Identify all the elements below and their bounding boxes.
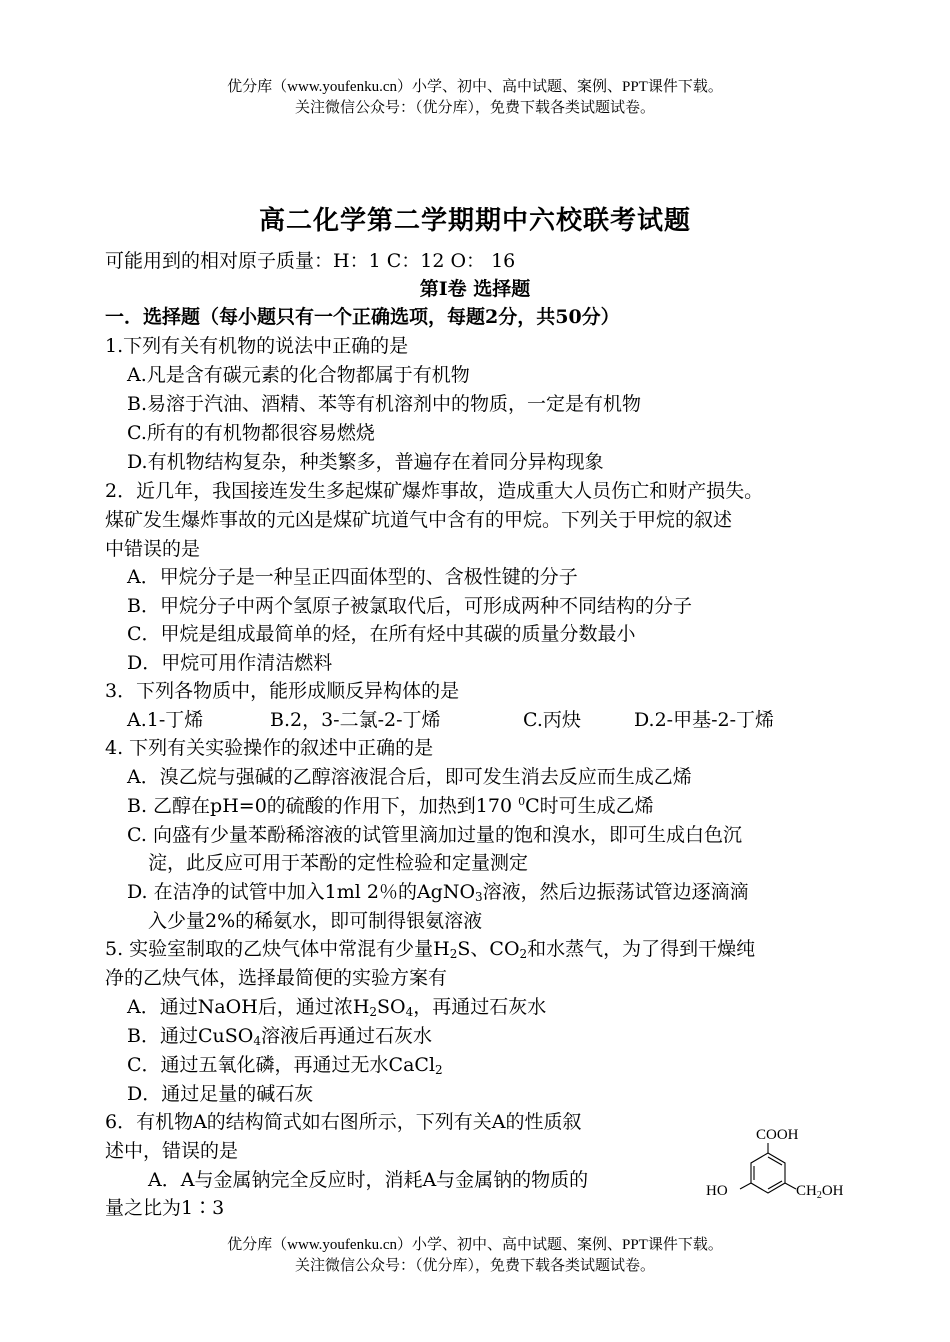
q4-b-degree: 0 [518, 795, 526, 808]
q4-stem: 4. 下列有关实验操作的叙述中正确的是 [105, 737, 434, 759]
q5-option-b [127, 1023, 432, 1049]
q5-stem-text-1: 5. 实验室制取的乙炔气体中常混有少量H [105, 938, 450, 960]
q5-a-text-1: A．通过NaOH后，通过浓H [127, 996, 370, 1018]
q5-b-text-2: 溶液后再通过石灰水 [260, 1025, 432, 1047]
q4-option-c-line2: 淀，此反应可用于苯酚的定性检验和定量测定 [148, 852, 529, 874]
q2-option-d: D．甲烷可用作清洁燃料 [127, 652, 333, 674]
q2-stem-line2: 煤矿发生爆炸事故的元凶是煤矿坑道气中含有的甲烷。下列关于甲烷的叙述 [105, 509, 733, 531]
bond-ch2oh [785, 1183, 796, 1189]
q4-option-d-line2: 入少量2%的稀氨水，即可制得银氨溶液 [148, 910, 483, 932]
q5-stem-text-3: 和水蒸气，为了得到干燥纯 [527, 938, 756, 960]
q4-b-text-1: B. 乙醇在pH=0的硫酸的作用下，加热到170 [127, 795, 519, 817]
section-title: 第Ⅰ卷 选择题 [419, 278, 531, 300]
q5-b-text-1: B．通过CuSO [127, 1025, 254, 1047]
q1-option-c: C.所有的有机物都很容易燃烧 [127, 422, 375, 444]
q3-option-c: C.丙炔 [523, 709, 581, 731]
atomic-mass-note: 可能用到的相对原子质量：H：1 C：12 O： 16 [105, 250, 516, 272]
label-ch2oh-part1: CH [796, 1183, 817, 1199]
q5-option-d: D．通过足量的碱石灰 [127, 1083, 314, 1105]
q5-stem-line2: 净的乙炔气体，选择最简便的实验方案有 [105, 967, 448, 989]
q2-option-c: C．甲烷是组成最简单的烃，在所有烃中其碳的质量分数最小 [127, 623, 636, 645]
header-line-2: 关注微信公众号：（优分库），免费下载各类试题试卷。 [294, 100, 655, 116]
bond-ho [740, 1183, 751, 1189]
q5-stem-line1 [105, 936, 755, 962]
q4-option-d-line1 [127, 879, 749, 905]
double-bond-3 [768, 1157, 782, 1165]
q4-d-text-1: D. 在洁净的试管中加入1ml 2％的AgNO [127, 881, 476, 903]
q6-option-a-line1: A．A与金属钠完全反应时，消耗A与金属钠的物质的 [148, 1169, 589, 1191]
q4-b-text-2: C时可生成乙烯 [525, 795, 654, 817]
q1-option-d: D.有机物结构复杂，种类繁多，普遍存在着同分异构现象 [127, 451, 604, 473]
label-ch2oh-part2: OH [821, 1183, 844, 1199]
q3-option-a: A.1-丁烯 [127, 709, 204, 731]
q5-stem-sub-2: 2 [519, 947, 528, 961]
label-ho: HO [706, 1183, 728, 1199]
q4-d-text-2: 溶液，然后边振荡试管边逐滴滴 [482, 881, 749, 903]
q5-c-sub-1: 2 [435, 1063, 443, 1077]
footer-line-2: 关注微信公众号：（优分库），免费下载各类试题试卷。 [294, 1258, 655, 1274]
q6-stem-line1: 6．有机物A的结构简式如右图所示，下列有关A的性质叙 [105, 1111, 582, 1133]
q1-stem: 1.下列有关有机物的说法中正确的是 [105, 335, 409, 357]
q2-stem-line1: 2．近几年，我国接连发生多起煤矿爆炸事故，造成重大人员伤亡和财产损失。 [105, 480, 764, 502]
q5-a-text-3: ，再通过石灰水 [413, 996, 547, 1018]
q5-option-a [127, 994, 546, 1020]
q3-option-b: B.2，3-二氯-2-丁烯 [270, 709, 441, 731]
q1-option-b: B.易溶于汽油、酒精、苯等有机溶剂中的物质，一定是有机物 [127, 393, 642, 415]
q5-b-sub-1: 4 [253, 1034, 261, 1048]
footer-line-1: 优分库（www.youfenku.cn）小学、初中、高中试题、案例、PPT课件下载。 [227, 1237, 723, 1253]
q6-stem-line2: 述中，错误的是 [105, 1140, 239, 1162]
q5-a-text-2: SO [377, 996, 406, 1018]
q3-stem: 3．下列各物质中，能形成顺反异构体的是 [105, 680, 460, 702]
q5-a-sub-2: 4 [405, 1005, 414, 1019]
q2-option-b: B．甲烷分子中两个氢原子被氯取代后，可形成两种不同结构的分子 [127, 595, 692, 617]
header-banner [0, 77, 950, 119]
q2-option-a: A．甲烷分子是一种呈正四面体型的、含极性键的分子 [127, 566, 578, 588]
q5-option-c [127, 1052, 443, 1078]
label-cooh: COOH [756, 1127, 799, 1143]
header-line-1: 优分库（www.youfenku.cn）小学、初中、高中试题、案例、PPT课件下载。 [227, 79, 723, 95]
q6-option-a-line2: 量之比为1∶3 [105, 1197, 225, 1219]
q4-option-b [127, 793, 654, 819]
double-bond-2 [768, 1181, 782, 1189]
label-ch2oh [796, 1183, 844, 1201]
q4-d-sub: 3 [475, 890, 483, 904]
q5-a-sub-1: 2 [369, 1005, 378, 1019]
q2-stem-line3: 中错误的是 [105, 538, 201, 560]
footer-banner [0, 1235, 950, 1277]
q4-option-a: A．溴乙烷与强碱的乙醇溶液混合后，即可发生消去反应而生成乙烯 [127, 766, 692, 788]
exam-title: 高二化学第二学期期中六校联考试题 [258, 206, 691, 236]
q1-option-a: A.凡是含有碳元素的化合物都属于有机物 [127, 364, 470, 386]
q5-stem-text-2: S、CO [457, 938, 520, 960]
q4-option-c-line1: C. 向盛有少量苯酚稀溶液的试管里滴加过量的饱和溴水，即可生成白色沉 [127, 824, 742, 846]
benzene-ring [751, 1153, 785, 1193]
part-heading: 一．选择题（每小题只有一个正确选项，每题2分，共50分） [105, 306, 620, 328]
structure-diagram [700, 1125, 844, 1205]
q5-c-text-1: C．通过五氧化磷，再通过无水CaCl [127, 1054, 436, 1076]
label-ch2oh-sub: 2 [816, 1190, 822, 1201]
q3-option-d: D.2-甲基-2-丁烯 [634, 709, 775, 731]
q5-stem-sub-1: 2 [449, 947, 458, 961]
